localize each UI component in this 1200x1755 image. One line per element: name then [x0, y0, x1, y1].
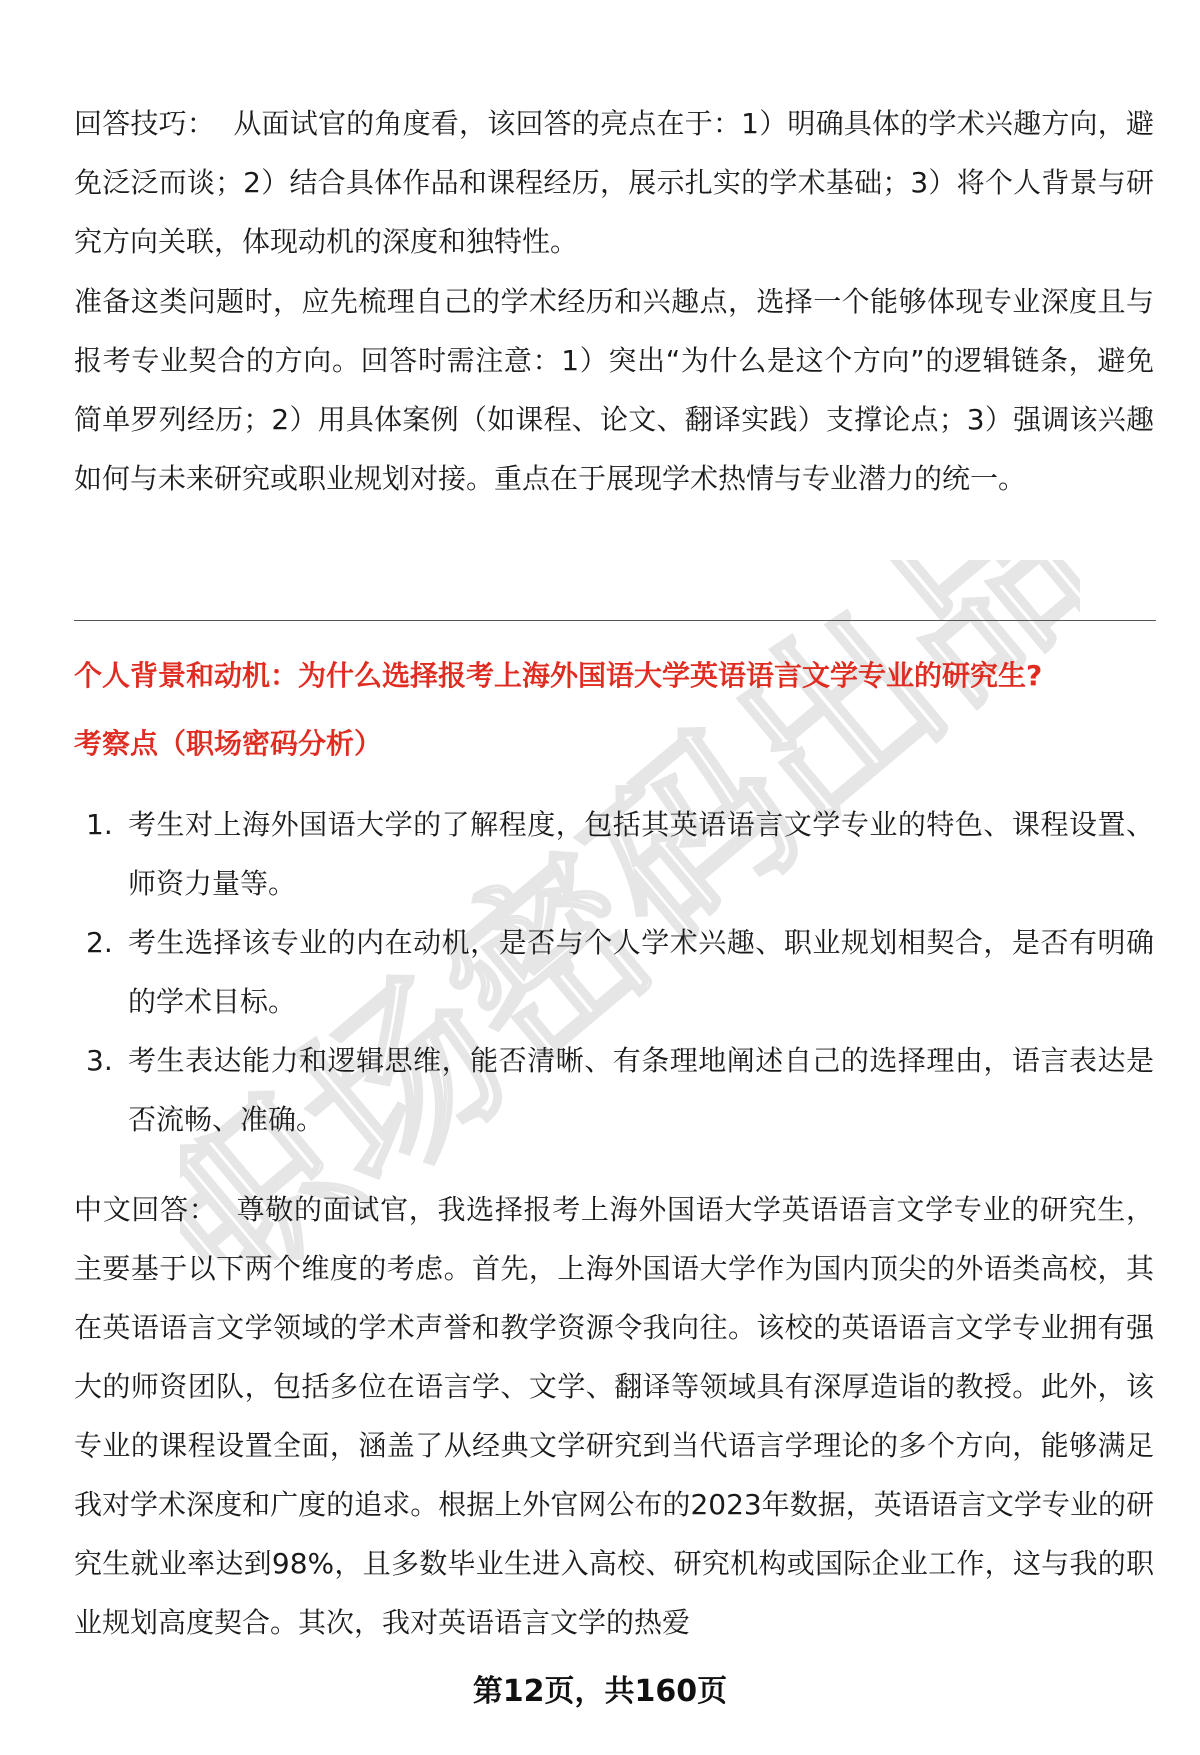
- section-divider: [74, 620, 1156, 621]
- list-number: 1.: [86, 808, 113, 841]
- list-item: [74, 795, 1154, 913]
- tips-label: 回答技巧：: [74, 107, 216, 140]
- chinese-answer-paragraph: [74, 1180, 1154, 1652]
- assessment-heading: 考察点（职场密码分析）: [74, 727, 383, 760]
- answer-tips-paragraph: [74, 94, 1154, 271]
- list-item-text: 考生对上海外国语大学的了解程度，包括其英语语言文学专业的特色、课程设置、师资力量等。: [128, 808, 1154, 900]
- question-heading: 个人背景和动机：为什么选择报考上海外国语大学英语语言文学专业的研究生?: [74, 659, 1043, 692]
- watermark-text: 职场密码出品: [180, 560, 1080, 1260]
- list-item: [74, 913, 1154, 1031]
- list-item-text: 考生选择该专业的内在动机，是否与个人学术兴趣、职业规划相契合，是否有明确的学术目标。: [128, 926, 1154, 1018]
- answer-text: 尊敬的面试官，我选择报考上海外国语大学英语语言文学专业的研究生，主要基于以下两个维度的考虑。首先，上海外国语大学作为国内顶尖的外语类高校，其在英语语言文学领域的学术声誉和教学资源令我向往。该校的英语语言文学专业拥有强大的师资团队，包括多位在语言学、文学、翻译等领域具有深厚造诣的教授。此外，该专业的课程设置全面，涵盖了从经典文学研究到当代语言学理论的多个方向，能够满足我对学术深度和广度的追求。根据上外官网公布的2023年数据，英语语言文学专业的研究生就业率达到98%，且多数毕业生进入高校、研究机构或国际企业工作，这与我的职业规划高度契合。其次，我对英语语言文学的热爱: [74, 1193, 1154, 1639]
- list-number: 2.: [86, 926, 113, 959]
- answer-label: 中文回答：: [74, 1193, 218, 1226]
- list-item-text: 考生表达能力和逻辑思维，能否清晰、有条理地阐述自己的选择理由，语言表达是否流畅、准确。: [128, 1044, 1154, 1136]
- assessment-points-list: [74, 795, 1154, 1149]
- preparation-paragraph: 准备这类问题时，应先梳理自己的学术经历和兴趣点，选择一个能够体现专业深度且与报考专业契合的方向。回答时需注意：1）突出“为什么是这个方向”的逻辑链条，避免简单罗列经历；2）用具体案例（如课程、论文、翻译实践）支撑论点；3）强调该兴趣如何与未来研究或职业规划对接。重点在于展现学术热情与专业潜力的统一。: [74, 285, 1154, 495]
- list-item: [74, 1031, 1154, 1149]
- tips-text: 从面试官的角度看，该回答的亮点在于：1）明确具体的学术兴趣方向，避免泛泛而谈；2）结合具体作品和课程经历，展示扎实的学术基础；3）将个人背景与研究方向关联，体现动机的深度和独特性。: [74, 107, 1154, 258]
- page-number-footer: 第12页，共160页: [472, 1674, 728, 1709]
- list-number: 3.: [86, 1044, 113, 1077]
